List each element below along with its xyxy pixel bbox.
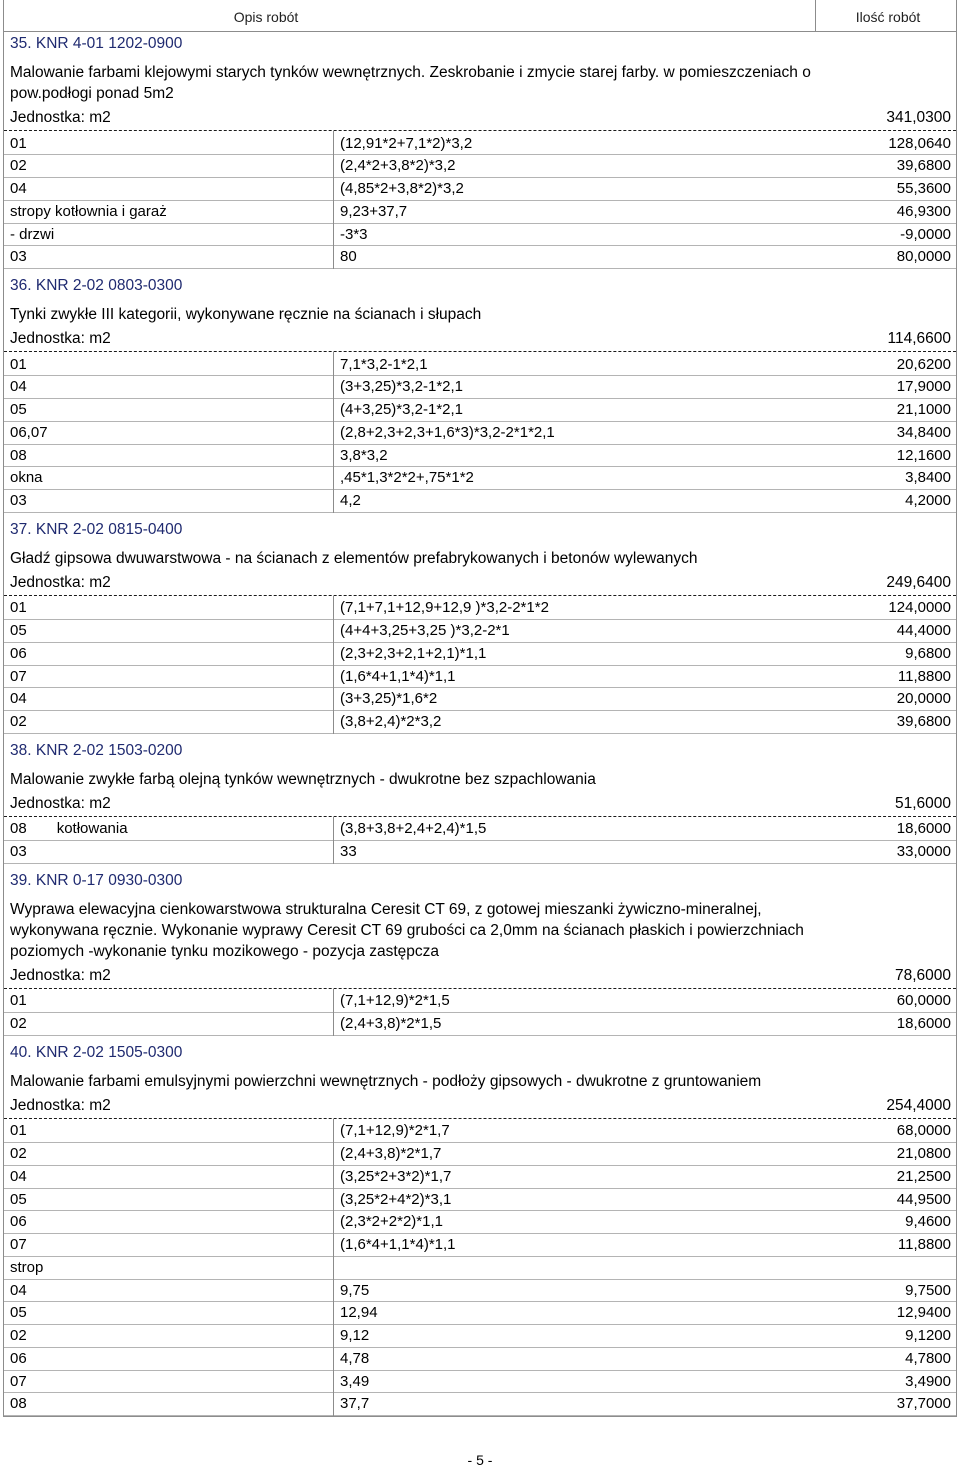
row-label-cell bbox=[4, 1393, 333, 1415]
row-label: 02 bbox=[10, 157, 27, 175]
position-total: 249,6400 bbox=[886, 573, 951, 591]
unit-label: Jednostka: m2 bbox=[10, 330, 111, 347]
row-label: 05 bbox=[10, 622, 27, 639]
measurement-row bbox=[4, 688, 956, 711]
measurement-row bbox=[4, 1280, 956, 1303]
row-quantity: 11,8800 bbox=[897, 667, 951, 685]
measurement-row bbox=[4, 620, 956, 643]
row-label: 01 bbox=[10, 992, 27, 1010]
row-quantity: 20,6200 bbox=[896, 355, 951, 373]
column-header bbox=[3, 0, 957, 31]
quantity-column-heading: Ilość robót bbox=[855, 9, 921, 25]
row-label: 04 bbox=[10, 1281, 27, 1299]
row-label-cell bbox=[4, 445, 333, 467]
measurement-row bbox=[4, 1371, 956, 1394]
measurement-row bbox=[4, 1189, 956, 1212]
measurement-row bbox=[4, 1211, 956, 1234]
row-label-cell bbox=[4, 711, 333, 733]
row-formula: 12,94 bbox=[340, 1304, 378, 1322]
row-label-cell bbox=[4, 1211, 333, 1233]
row-formula: 33 bbox=[340, 843, 357, 860]
row-quantity: 80,0000 bbox=[896, 248, 951, 266]
unit-label: Jednostka: m2 bbox=[10, 966, 111, 984]
position-description bbox=[4, 548, 956, 569]
row-label: 02 bbox=[10, 1327, 27, 1344]
column-divider bbox=[815, 0, 816, 31]
row-formula: (1,6*4+1,1*4)*1,1 bbox=[340, 1236, 456, 1253]
measurement-row bbox=[4, 990, 956, 1013]
row-formula: ,45*1,3*2*2+,75*1*2 bbox=[340, 469, 474, 487]
row-formula: (7,1+7,1+12,9+12,9 )*3,2-2*1*2 bbox=[340, 599, 549, 617]
measurement-table bbox=[4, 131, 956, 269]
row-quantity: 4,2000 bbox=[905, 492, 951, 509]
row-quantity: 55,3600 bbox=[896, 180, 951, 197]
row-quantity: 20,0000 bbox=[896, 690, 951, 708]
row-formula: (3,8+3,8+2,4+2,4)*1,5 bbox=[340, 820, 487, 838]
row-formula: (3+3,25)*3,2-1*2,1 bbox=[340, 378, 464, 396]
row-label-cell bbox=[4, 1257, 333, 1279]
measurement-row bbox=[4, 1325, 956, 1348]
position-total: 341,0300 bbox=[886, 109, 951, 126]
row-quantity: 39,6800 bbox=[896, 713, 951, 730]
row-quantity: 9,6800 bbox=[905, 644, 951, 662]
row-formula: (2,4+3,8)*2*1,7 bbox=[340, 1145, 442, 1162]
measurement-row bbox=[4, 1120, 956, 1143]
row-label-cell bbox=[4, 467, 333, 489]
measurement-table bbox=[4, 352, 956, 513]
row-label-cell bbox=[4, 1189, 333, 1211]
position-total: 51,6000 bbox=[894, 794, 951, 812]
row-quantity: 21,2500 bbox=[896, 1167, 951, 1185]
position-total: 78,6000 bbox=[894, 966, 951, 984]
row-formula: 4,78 bbox=[340, 1349, 370, 1367]
row-quantity: 34,8400 bbox=[896, 423, 951, 441]
row-label-cell bbox=[4, 841, 333, 863]
row-label-cell bbox=[4, 201, 333, 223]
measurement-table bbox=[4, 817, 956, 864]
unit-label: Jednostka: m2 bbox=[10, 109, 111, 126]
row-label-cell bbox=[4, 155, 333, 177]
row-label-cell bbox=[4, 1348, 333, 1370]
row-formula: (7,1+12,9)*2*1,7 bbox=[340, 1122, 450, 1140]
row-label-cell bbox=[4, 490, 333, 512]
row-label-cell bbox=[4, 178, 333, 200]
measurement-row bbox=[4, 178, 956, 201]
measurement-row bbox=[4, 1348, 956, 1371]
row-quantity: 9,7500 bbox=[905, 1281, 951, 1299]
row-label-cell bbox=[4, 666, 333, 688]
row-formula bbox=[333, 1257, 786, 1279]
measurement-row bbox=[4, 1393, 956, 1416]
measurement-row bbox=[4, 1013, 956, 1036]
row-label: 02 bbox=[10, 1015, 27, 1032]
row-formula: (2,4*2+3,8*2)*3,2 bbox=[340, 157, 456, 175]
position-block bbox=[4, 32, 956, 269]
row-label-cell bbox=[4, 1013, 333, 1035]
row-formula: (4+3,25)*3,2-1*2,1 bbox=[340, 401, 464, 418]
estimate-sheet bbox=[3, 31, 957, 1417]
row-formula: (2,3+2,3+2,1+2,1)*1,1 bbox=[340, 644, 487, 662]
row-quantity: 18,6000 bbox=[896, 1015, 951, 1032]
row-label: stropy kotłownia i garaż bbox=[10, 202, 167, 220]
measurement-row bbox=[4, 445, 956, 468]
row-label: strop bbox=[10, 1258, 44, 1276]
unit-label: Jednostka: m2 bbox=[10, 794, 111, 812]
row-formula: 37,7 bbox=[340, 1395, 370, 1413]
row-label-cell bbox=[4, 354, 333, 376]
row-formula: (4+4+3,25+3,25 )*3,2-2*1 bbox=[340, 622, 510, 639]
row-formula: 9,12 bbox=[340, 1327, 370, 1344]
row-label: 07 bbox=[10, 1372, 27, 1390]
position-description bbox=[4, 899, 956, 962]
row-label: 05 bbox=[10, 401, 27, 418]
row-formula: -3*3 bbox=[340, 225, 368, 243]
measurement-row bbox=[4, 376, 956, 399]
measurement-row bbox=[4, 1257, 956, 1280]
row-label: 02 bbox=[10, 713, 27, 730]
row-quantity: 21,0800 bbox=[896, 1145, 951, 1162]
description-line: Tynki zwykłe III kategorii, wykonywane ręcznie na ścianach i słupach bbox=[10, 306, 482, 323]
measurement-row bbox=[4, 666, 956, 689]
measurement-row bbox=[4, 1302, 956, 1325]
row-quantity: 9,1200 bbox=[905, 1327, 951, 1344]
measurement-row bbox=[4, 490, 956, 513]
row-quantity: 60,0000 bbox=[896, 992, 951, 1010]
unit-row bbox=[4, 571, 956, 596]
measurement-row bbox=[4, 224, 956, 247]
position-description bbox=[4, 304, 956, 325]
row-label: 07 bbox=[10, 667, 27, 685]
row-label: 01 bbox=[10, 599, 27, 617]
row-label: 05 bbox=[10, 1190, 27, 1208]
position-code: 38. KNR 2-02 1503-0200 bbox=[10, 741, 183, 759]
row-quantity: 4,7800 bbox=[905, 1349, 951, 1367]
measurement-table bbox=[4, 1119, 956, 1416]
measurement-row bbox=[4, 818, 956, 841]
row-quantity: 128,0640 bbox=[888, 134, 951, 152]
row-quantity: 37,7000 bbox=[896, 1395, 951, 1413]
row-label: 04 bbox=[10, 378, 27, 396]
position-code: 39. KNR 0-17 0930-0300 bbox=[10, 871, 183, 889]
row-quantity: 33,0000 bbox=[896, 843, 951, 860]
description-line: wykonywana ręcznie. Wykonanie wyprawy Ceresit CT 69 grubości ca 2,0mm na ścianach płaskich i powierzchniach bbox=[10, 921, 804, 939]
row-label-cell bbox=[4, 1371, 333, 1393]
measurement-row bbox=[4, 133, 956, 156]
row-label: - drzwi bbox=[10, 225, 55, 243]
row-label: 06,07 bbox=[10, 423, 48, 441]
row-quantity: 18,6000 bbox=[896, 820, 951, 838]
row-label: 05 bbox=[10, 1304, 27, 1322]
row-label: 04 bbox=[10, 1167, 27, 1185]
measurement-row bbox=[4, 354, 956, 377]
row-label-cell bbox=[4, 597, 333, 619]
unit-label: Jednostka: m2 bbox=[10, 1096, 111, 1114]
row-label-cell bbox=[4, 1280, 333, 1302]
row-label: 04 bbox=[10, 690, 27, 708]
description-line: Malowanie farbami klejowymi starych tynków wewnętrznych. Zeskrobanie i zmycie starej farby. w pomieszczeniach o bbox=[10, 64, 811, 81]
row-formula: 7,1*3,2-1*2,1 bbox=[340, 355, 428, 373]
row-quantity: 3,4900 bbox=[905, 1372, 951, 1390]
row-label: 08 bbox=[10, 1395, 27, 1413]
row-formula: (3,25*2+4*2)*3,1 bbox=[340, 1190, 452, 1208]
row-quantity: 44,9500 bbox=[896, 1190, 951, 1208]
row-label: 06 bbox=[10, 1213, 27, 1231]
position-block bbox=[4, 269, 956, 513]
row-label: 03 bbox=[10, 492, 27, 509]
measurement-row bbox=[4, 1234, 956, 1257]
position-description bbox=[4, 769, 956, 790]
row-label-cell bbox=[4, 1302, 333, 1324]
description-line: Gładź gipsowa dwuwarstwowa - na ścianach z elementów prefabrykowanych i betonów wylewanych bbox=[10, 549, 698, 567]
position-block bbox=[4, 864, 956, 1036]
measurement-row bbox=[4, 246, 956, 269]
row-quantity: 12,9400 bbox=[896, 1304, 951, 1322]
row-quantity: 68,0000 bbox=[896, 1122, 951, 1140]
row-label-cell bbox=[4, 990, 333, 1012]
row-formula: (3,8+2,4)*2*3,2 bbox=[340, 713, 442, 730]
row-formula: (4,85*2+3,8*2)*3,2 bbox=[340, 180, 464, 197]
row-quantity: 21,1000 bbox=[896, 401, 951, 418]
row-label: 07 bbox=[10, 1236, 27, 1253]
position-block bbox=[4, 1036, 956, 1416]
row-label-cell bbox=[4, 1325, 333, 1347]
row-label-cell bbox=[4, 133, 333, 155]
unit-row bbox=[4, 106, 956, 131]
row-label-cell bbox=[4, 422, 333, 444]
row-label: 03 bbox=[10, 843, 27, 860]
unit-row bbox=[4, 327, 956, 352]
unit-row bbox=[4, 1094, 956, 1119]
unit-row bbox=[4, 964, 956, 989]
row-formula: (3,25*2+3*2)*1,7 bbox=[340, 1167, 452, 1185]
page-number: - 5 - bbox=[467, 1452, 493, 1468]
measurement-row bbox=[4, 399, 956, 422]
row-label: 01 bbox=[10, 355, 27, 373]
description-column-heading: Opis robót bbox=[233, 9, 299, 25]
row-quantity: 39,6800 bbox=[896, 157, 951, 175]
row-formula: (7,1+12,9)*2*1,5 bbox=[340, 992, 450, 1010]
measurement-row bbox=[4, 201, 956, 224]
position-description bbox=[4, 1071, 956, 1092]
row-formula: (12,91*2+7,1*2)*3,2 bbox=[340, 134, 473, 152]
row-quantity: -9,0000 bbox=[900, 225, 951, 243]
position-code: 35. KNR 4-01 1202-0900 bbox=[10, 35, 183, 52]
description-line: pow.podłogi ponad 5m2 bbox=[10, 85, 174, 102]
position-block bbox=[4, 513, 956, 734]
row-label: 04 bbox=[10, 180, 27, 197]
description-line: poziomych -wykonanie tynku mozikowego - pozycja zastępcza bbox=[10, 942, 440, 960]
position-total: 114,6600 bbox=[887, 330, 951, 347]
position-description bbox=[4, 62, 956, 104]
row-quantity: 124,0000 bbox=[888, 599, 951, 617]
row-label: 03 bbox=[10, 248, 27, 266]
unit-row bbox=[4, 792, 956, 817]
row-label-cell bbox=[4, 643, 333, 665]
measurement-row bbox=[4, 711, 956, 734]
measurement-row bbox=[4, 422, 956, 445]
row-quantity: 11,8800 bbox=[897, 1236, 951, 1253]
position-block bbox=[4, 734, 956, 864]
row-label: 08 bbox=[10, 446, 27, 464]
row-label-cell bbox=[4, 620, 333, 642]
row-formula: (1,6*4+1,1*4)*1,1 bbox=[340, 667, 456, 685]
row-formula: 9,75 bbox=[340, 1281, 370, 1299]
description-line: Malowanie farbami emulsyjnymi powierzchni wewnętrznych - podłoży gipsowych - dwukrotne z gruntowaniem bbox=[10, 1072, 762, 1090]
measurement-table bbox=[4, 596, 956, 734]
row-label: 08 bbox=[10, 820, 27, 838]
measurement-row bbox=[4, 597, 956, 620]
measurement-row bbox=[4, 155, 956, 178]
position-total: 254,4000 bbox=[886, 1096, 951, 1114]
measurement-row bbox=[4, 643, 956, 666]
description-line: Wyprawa elewacyjna cienkowarstwowa strukturalna Ceresit CT 69, z gotowej mieszanki żywiczno-mineralnej, bbox=[10, 900, 762, 918]
measurement-table bbox=[4, 989, 956, 1036]
row-formula: 3,49 bbox=[340, 1372, 370, 1390]
row-formula: 3,8*3,2 bbox=[340, 446, 388, 464]
position-code: 36. KNR 2-02 0803-0300 bbox=[10, 277, 183, 294]
row-label-cell bbox=[4, 1234, 333, 1256]
row-label: 01 bbox=[10, 1122, 27, 1140]
row-quantity bbox=[786, 1257, 956, 1279]
row-label: okna bbox=[10, 469, 43, 487]
row-label-cell bbox=[4, 1143, 333, 1165]
row-formula: (2,3*2+2*2)*1,1 bbox=[340, 1213, 443, 1231]
unit-label: Jednostka: m2 bbox=[10, 573, 111, 591]
row-label-cell bbox=[4, 246, 333, 268]
row-formula: 80 bbox=[340, 248, 357, 266]
row-formula: (2,4+3,8)*2*1,5 bbox=[340, 1015, 442, 1032]
row-formula: (3+3,25)*1,6*2 bbox=[340, 690, 438, 708]
row-formula: (2,8+2,3+2,3+1,6*3)*3,2-2*1*2,1 bbox=[340, 423, 555, 441]
row-quantity: 3,8400 bbox=[905, 469, 951, 487]
row-label-cell bbox=[4, 1120, 333, 1142]
row-label-cell bbox=[4, 1166, 333, 1188]
row-quantity: 12,1600 bbox=[896, 446, 951, 464]
row-label-cell bbox=[4, 224, 333, 246]
row-label-cell bbox=[4, 818, 333, 840]
row-formula: 9,23+37,7 bbox=[340, 202, 408, 220]
row-quantity: 46,9300 bbox=[896, 202, 951, 220]
row-label: 06 bbox=[10, 1349, 27, 1367]
row-label-cell bbox=[4, 399, 333, 421]
measurement-row bbox=[4, 841, 956, 864]
row-note: kotłowania bbox=[56, 820, 128, 838]
measurement-row bbox=[4, 467, 956, 490]
row-quantity: 44,4000 bbox=[896, 622, 951, 639]
row-formula: 4,2 bbox=[340, 492, 361, 509]
row-quantity: 9,4600 bbox=[905, 1213, 951, 1231]
measurement-row bbox=[4, 1143, 956, 1166]
position-code: 37. KNR 2-02 0815-0400 bbox=[10, 520, 183, 538]
row-label: 01 bbox=[10, 134, 27, 152]
row-label: 02 bbox=[10, 1145, 27, 1162]
row-label-cell bbox=[4, 688, 333, 710]
description-line: Malowanie zwykłe farbą olejną tynków wewnętrznych - dwukrotne bez szpachlowania bbox=[10, 770, 596, 788]
row-label: 06 bbox=[10, 644, 27, 662]
row-label-cell bbox=[4, 376, 333, 398]
measurement-row bbox=[4, 1166, 956, 1189]
position-code: 40. KNR 2-02 1505-0300 bbox=[10, 1043, 183, 1061]
row-quantity: 17,9000 bbox=[896, 378, 951, 396]
